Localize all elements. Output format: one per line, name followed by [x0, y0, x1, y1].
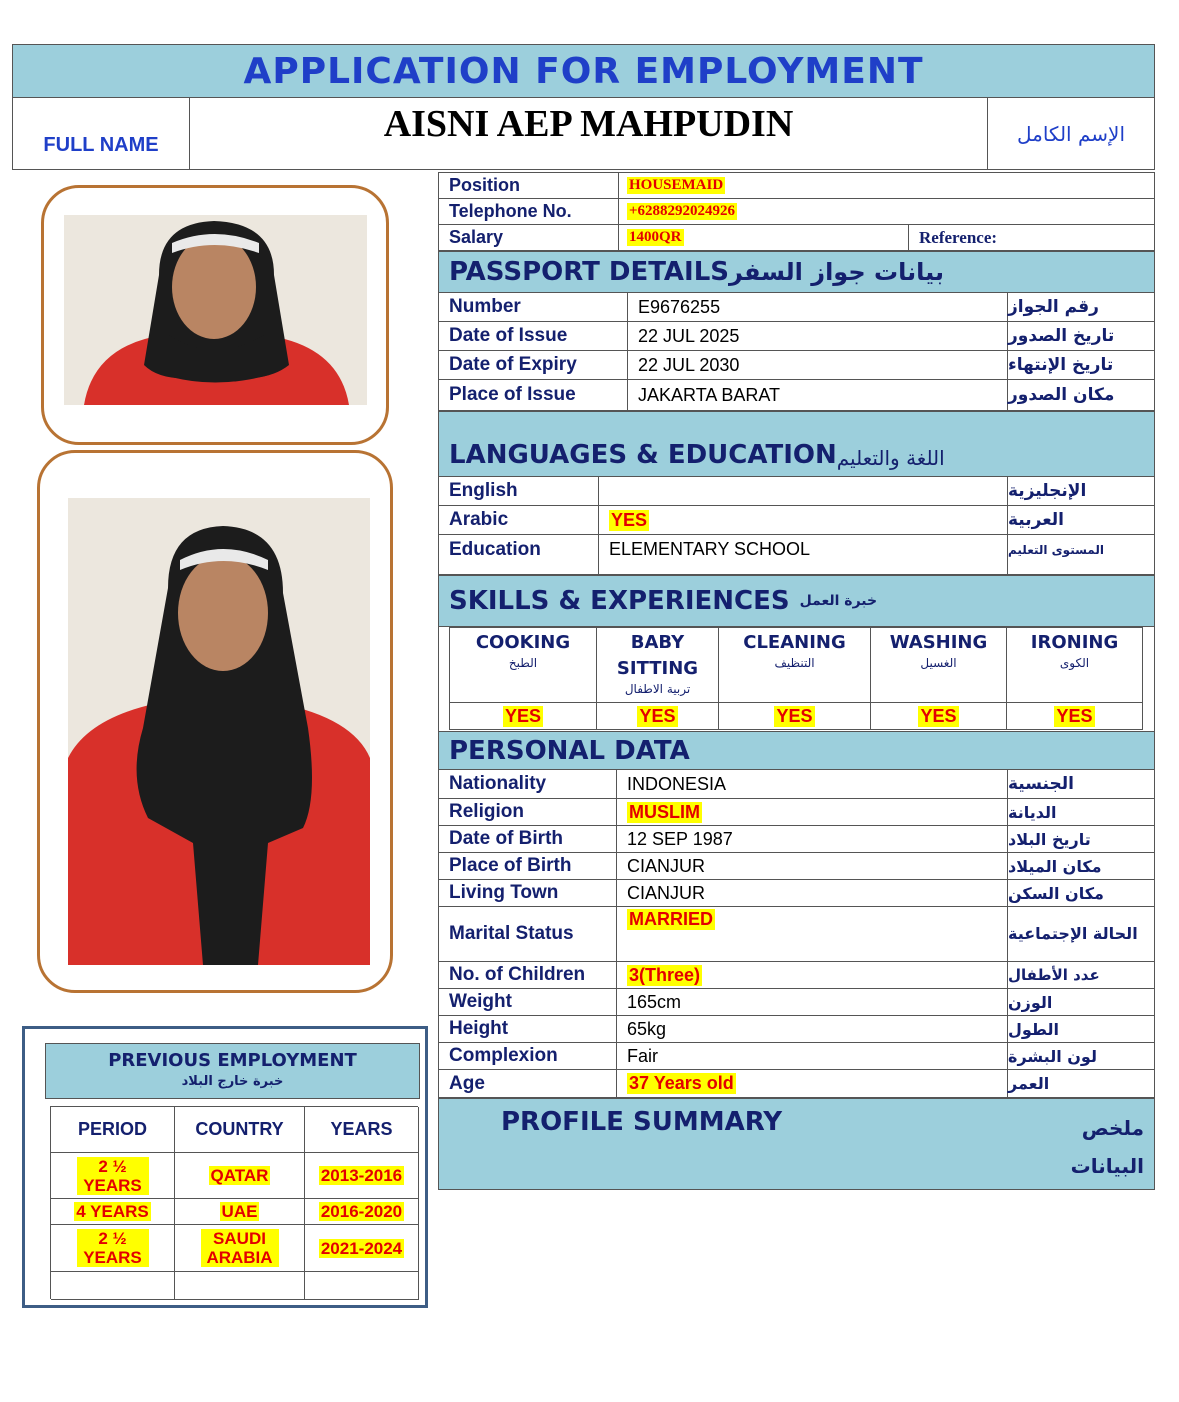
column-header: PERIOD: [51, 1107, 175, 1153]
personal-row-label: Complexion: [439, 1043, 617, 1069]
passport-row-value: E9676255: [628, 293, 1008, 321]
passport-row: [439, 322, 1154, 351]
skill-name: CLEANING: [743, 632, 846, 653]
personal-row: [439, 853, 1154, 880]
personal-row: [439, 907, 1154, 962]
personal-row-ar: الديانة: [1008, 802, 1057, 822]
personal-row-ar: مكان الميلاد: [1008, 856, 1102, 876]
applicant-photo-full: [68, 498, 370, 965]
table-cell-empty: [175, 1272, 305, 1300]
position-value-cell: [619, 173, 1154, 198]
previous-employment-heading-ar: خبرة خارج البلاد: [181, 1074, 284, 1089]
personal-row-value: 3(Three): [629, 964, 701, 985]
personal-heading-bar: [438, 731, 1155, 770]
personal-row-label: Place of Birth: [439, 853, 617, 879]
language-row-ar: العربية: [1008, 510, 1065, 530]
table-cell-country: [175, 1225, 305, 1272]
position-row: [439, 173, 1154, 199]
profile-summary-heading: PROFILE SUMMARY: [501, 1107, 783, 1137]
languages-table: [438, 477, 1155, 575]
skill-value: YES: [920, 705, 957, 726]
table-cell-years: [305, 1199, 419, 1225]
personal-row: [439, 989, 1154, 1016]
full-name-ar: الإسم الكامل: [1016, 121, 1126, 146]
language-row: [439, 477, 1154, 506]
personal-row-label: Age: [439, 1070, 617, 1097]
skill-name: WASHING: [889, 632, 988, 653]
personal-row: [439, 799, 1154, 826]
full-name-label: FULL NAME: [43, 134, 159, 156]
salary-value: 1400QR: [629, 229, 682, 245]
languages-heading: LANGUAGES & EDUCATION: [449, 440, 837, 470]
salary-value-cell: [619, 225, 909, 250]
table-cell-empty: [51, 1272, 175, 1300]
personal-row-ar: الوزن: [1008, 992, 1053, 1012]
years-value: 2013-2016: [320, 1166, 403, 1185]
personal-row-value-cell: [617, 1070, 1008, 1097]
personal-row-label: Date of Birth: [439, 826, 617, 852]
top-info-table: [438, 172, 1155, 251]
personal-row-ar: الطول: [1008, 1019, 1059, 1039]
passport-row-label: Number: [439, 293, 628, 321]
skills-table: [449, 627, 1143, 730]
column-header: YEARS: [305, 1107, 419, 1153]
language-row-label: Education: [439, 535, 599, 574]
skill-name-ar: تربية الاطفال: [624, 682, 691, 696]
personal-row-value-cell: [617, 799, 1008, 825]
language-row-value: ELEMENTARY SCHOOL: [599, 535, 1008, 574]
telephone-value: +6288292024926: [629, 203, 736, 219]
personal-row-ar: العمر: [1008, 1074, 1050, 1093]
skills-table-outer: [438, 627, 1155, 731]
personal-row-label: Height: [439, 1016, 617, 1042]
personal-row: [439, 880, 1154, 907]
personal-row-ar: الحالة الإجتماعية: [1008, 924, 1138, 943]
skill-value-cell: [1007, 703, 1142, 729]
table-cell-country: [175, 1199, 305, 1225]
skill-washing: [871, 628, 1007, 703]
personal-row-ar: لون البشرة: [1008, 1046, 1097, 1066]
skill-value-cell: [871, 703, 1007, 729]
personal-row-ar: تاريخ البلاد: [1008, 829, 1091, 849]
applicant-full-portrait-icon: [68, 498, 370, 965]
country-value: UAE: [221, 1202, 258, 1221]
passport-heading-ar: بيانات جواز السفر: [729, 258, 944, 286]
personal-row-label: No. of Children: [439, 962, 617, 988]
table-cell-period: [51, 1199, 175, 1225]
skill-baby-sitting: [597, 628, 719, 703]
personal-row-value: 12 SEP 1987: [617, 826, 1008, 852]
period-value: 4 YEARS: [76, 1202, 149, 1221]
personal-row-value: CIANJUR: [617, 880, 1008, 906]
languages-heading-bar: [438, 411, 1155, 477]
skills-heading-ar: خبرة العمل: [799, 593, 878, 609]
language-row: [439, 506, 1154, 535]
personal-row: [439, 1070, 1154, 1098]
skill-cleaning: [719, 628, 871, 703]
skills-heading: SKILLS & EXPERIENCES: [449, 586, 790, 616]
reference-label: Reference:: [919, 227, 998, 247]
personal-row-label: Living Town: [439, 880, 617, 906]
table-cell-empty: [305, 1272, 419, 1300]
previous-employment-box: [22, 1026, 428, 1308]
full-name-label-cell: [13, 98, 190, 169]
languages-heading-ar: اللغة والتعليم: [836, 446, 945, 470]
language-row-value: YES: [611, 509, 648, 530]
skill-value-cell: [719, 703, 871, 729]
skills-heading-bar: [438, 575, 1155, 627]
personal-row-value: CIANJUR: [617, 853, 1008, 879]
passport-row: [439, 351, 1154, 380]
passport-row-label: Date of Issue: [439, 322, 628, 350]
salary-label: Salary: [439, 225, 619, 250]
telephone-row: [439, 199, 1154, 225]
skill-value: YES: [1056, 705, 1093, 726]
skill-value: YES: [639, 705, 676, 726]
personal-row-ar: مكان السكن: [1008, 883, 1104, 903]
skill-value-cell: [597, 703, 719, 729]
full-name: AISNI AEP MAHPUDIN: [383, 103, 794, 145]
skill-name: IRONING: [1030, 632, 1119, 653]
photo-frame-small: [41, 185, 389, 445]
language-row-label: Arabic: [439, 506, 599, 534]
full-name-cell: [190, 98, 988, 169]
personal-row-value-cell: [617, 907, 1008, 961]
profile-summary-heading-ar: ملخص البيانات: [1070, 1116, 1144, 1178]
skill-ironing: [1007, 628, 1142, 703]
years-value: 2016-2020: [320, 1202, 403, 1221]
table-cell-years: [305, 1225, 419, 1272]
table-cell-period: [51, 1153, 175, 1199]
passport-row-value: JAKARTA BARAT: [628, 380, 1008, 410]
title-bar: [12, 44, 1155, 98]
table-cell-country: [175, 1153, 305, 1199]
passport-heading: PASSPORT DETAILS: [449, 257, 730, 287]
personal-row-value: 65kg: [617, 1016, 1008, 1042]
personal-row-label: Marital Status: [439, 907, 617, 961]
passport-row-label: Place of Issue: [439, 380, 628, 410]
profile-summary-bar: [438, 1098, 1155, 1190]
skill-name: COOKING: [475, 632, 571, 653]
passport-row-value: 22 JUL 2030: [628, 351, 1008, 379]
country-value: SAUDI ARABIA: [201, 1229, 279, 1267]
passport-row-ar: تاريخ الصدور: [1008, 326, 1115, 346]
previous-employment-table: [50, 1106, 418, 1299]
passport-heading-bar: [438, 251, 1155, 293]
telephone-value-cell: [619, 199, 1154, 224]
applicant-photo-headshot: [64, 215, 367, 405]
table-cell-years: [305, 1153, 419, 1199]
previous-employment-heading: PREVIOUS EMPLOYMENT: [108, 1050, 357, 1071]
personal-row-value-cell: [617, 962, 1008, 988]
personal-row-label: Nationality: [439, 770, 617, 798]
personal-row-ar: عدد الأطفال: [1008, 966, 1100, 984]
personal-row-value: MARRIED: [629, 909, 713, 929]
page-title: APPLICATION FOR EMPLOYMENT: [243, 50, 924, 92]
position-value: HOUSEMAID: [629, 177, 724, 193]
personal-row-label: Religion: [439, 799, 617, 825]
skill-name-ar: الطبخ: [508, 656, 538, 670]
passport-row-label: Date of Expiry: [439, 351, 628, 379]
language-row-ar: المستوى التعليم: [1008, 543, 1104, 557]
skill-name: BABY SITTING: [616, 632, 699, 679]
telephone-label: Telephone No.: [439, 199, 619, 224]
personal-row: [439, 1016, 1154, 1043]
language-row-ar: الإنجليزية: [1008, 481, 1087, 501]
passport-table: [438, 293, 1155, 411]
period-value: 2 ½ YEARS: [77, 1229, 149, 1267]
passport-row-value: 22 JUL 2025: [628, 322, 1008, 350]
salary-row: [439, 225, 1154, 251]
language-row-label: English: [439, 477, 599, 505]
passport-row: [439, 380, 1154, 411]
years-value: 2021-2024: [320, 1238, 403, 1258]
personal-row-label: Weight: [439, 989, 617, 1015]
passport-row-ar: تاريخ الإنتهاء: [1008, 355, 1114, 375]
country-value: QATAR: [210, 1166, 269, 1185]
language-row-value-cell: [599, 506, 1008, 534]
personal-row-value: Fair: [617, 1043, 1008, 1069]
personal-row-ar: الجنسية: [1008, 774, 1074, 794]
skill-name-ar: التنظيف: [774, 656, 815, 670]
reference-cell: [909, 225, 1154, 250]
personal-row-value: 37 Years old: [629, 1073, 734, 1093]
personal-row: [439, 1043, 1154, 1070]
previous-employment-heading-bar: [45, 1043, 420, 1099]
full-name-ar-cell: [988, 98, 1154, 169]
language-row: [439, 535, 1154, 575]
personal-row: [439, 770, 1154, 799]
personal-row: [439, 962, 1154, 989]
passport-row-ar: رقم الجواز: [1008, 297, 1099, 317]
table-cell-period: [51, 1225, 175, 1272]
photo-frame-large: [37, 450, 393, 993]
personal-row-value: INDONESIA: [617, 770, 1008, 798]
passport-row-ar: مكان الصدور: [1008, 385, 1115, 405]
language-row-value: [599, 477, 1008, 505]
personal-row: [439, 826, 1154, 853]
position-label: Position: [439, 173, 619, 198]
personal-heading: PERSONAL DATA: [449, 735, 690, 766]
personal-row-value: 165cm: [617, 989, 1008, 1015]
personal-row-value: MUSLIM: [629, 801, 700, 822]
skill-name-ar: الكوى: [1059, 656, 1090, 670]
applicant-portrait-icon: [64, 215, 367, 405]
skill-value-cell: [450, 703, 597, 729]
skill-cooking: [450, 628, 597, 703]
personal-table: [438, 770, 1155, 1098]
skill-name-ar: الغسيل: [920, 656, 957, 670]
period-value: 2 ½ YEARS: [77, 1157, 149, 1195]
name-row: [12, 98, 1155, 170]
column-header: COUNTRY: [175, 1107, 305, 1153]
skill-value: YES: [776, 705, 813, 726]
passport-row: [439, 293, 1154, 322]
skill-value: YES: [504, 705, 542, 726]
